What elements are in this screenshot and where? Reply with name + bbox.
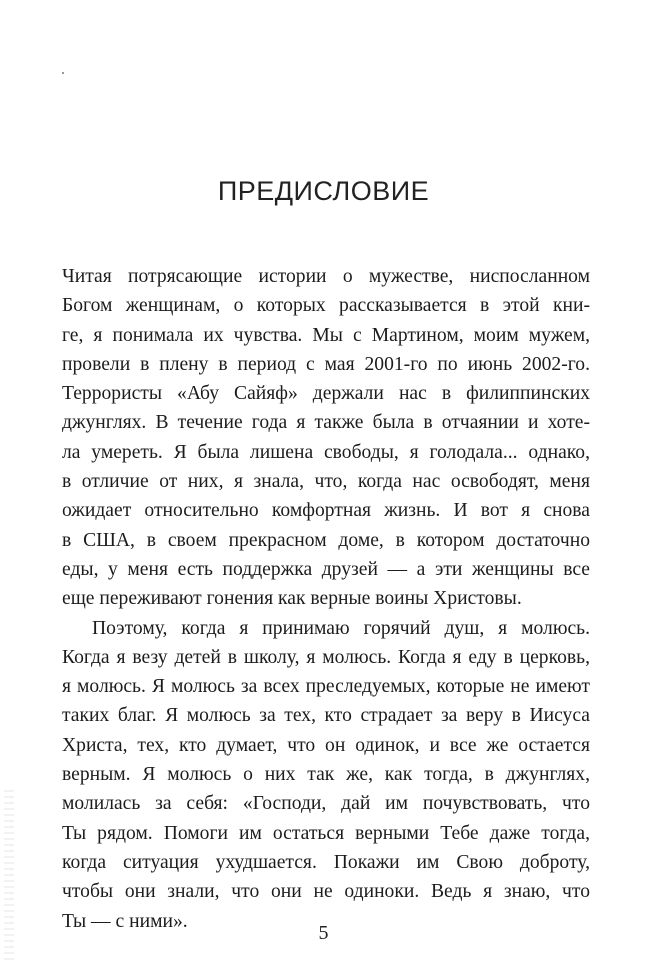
- text-line: еды, у меня есть поддержка друзей — а эти женщины все: [62, 558, 590, 580]
- scan-speck: [62, 72, 64, 74]
- text-line: ла умереть. Я была лишена свободы, я голодала... однако,: [62, 441, 590, 463]
- text-line: я молюсь. Я молюсь за всех преследуемых, которые не имеют: [62, 676, 590, 698]
- text-line: в отличие от них, я знала, что, когда нас освободят, меня: [62, 471, 590, 493]
- text-line: таких благ. Я молюсь за тех, кто страдает за веру в Иисуса: [62, 705, 590, 727]
- text-line: провели в плену в период с мая 2001-го по июнь 2002-го.: [62, 353, 590, 375]
- text-line: ге, я понимала их чувства. Мы с Мартином, моим мужем,: [62, 324, 590, 346]
- text-line: Когда я везу детей в школу, я молюсь. Когда я еду в церковь,: [62, 646, 590, 668]
- text-line: Террористы «Абу Сайяф» держали нас в филиппинских: [62, 383, 590, 405]
- text-line: в США, в своем прекрасном доме, в котором достаточно: [62, 529, 590, 551]
- paragraph-1: [62, 262, 590, 614]
- text-line: молилась за себя: «Господи, дай им почувствовать, что: [62, 793, 590, 815]
- chapter-heading: ПРЕДИСЛОВИЕ: [217, 176, 430, 206]
- text-line: Христа, тех, кто думает, что он одинок, и все же остается: [62, 734, 590, 756]
- body-text: [62, 262, 590, 936]
- text-line: Читая потрясающие истории о мужестве, ниспосланном: [62, 266, 590, 287]
- text-line: ожидает относительно комфортная жизнь. И вот я снова: [62, 500, 590, 522]
- text-line: верным. Я молюсь о них так же, как тогда, в джунглях,: [62, 764, 590, 786]
- text-line: когда ситуация ухудшается. Покажи им Свою доброту,: [62, 851, 590, 873]
- paragraph-2: [62, 614, 590, 936]
- page-number: 5: [318, 922, 329, 944]
- text-line: Богом женщинам, о которых рассказывается в этой кни-: [62, 295, 590, 317]
- text-line: чтобы они знали, что они не одиноки. Ведь я знаю, что: [62, 881, 590, 903]
- text-line: еще переживают гонения как верные воины Христовы.: [62, 588, 522, 610]
- text-line: Ты рядом. Помоги им остаться верными Тебе даже тогда,: [62, 822, 590, 844]
- text-line: Ты — с ними».: [62, 910, 188, 932]
- text-line: Поэтому, когда я принимаю горячий душ, я молюсь.: [92, 617, 590, 639]
- text-line: джунглях. В течение года я также была в отчаянии и хоте-: [62, 412, 590, 434]
